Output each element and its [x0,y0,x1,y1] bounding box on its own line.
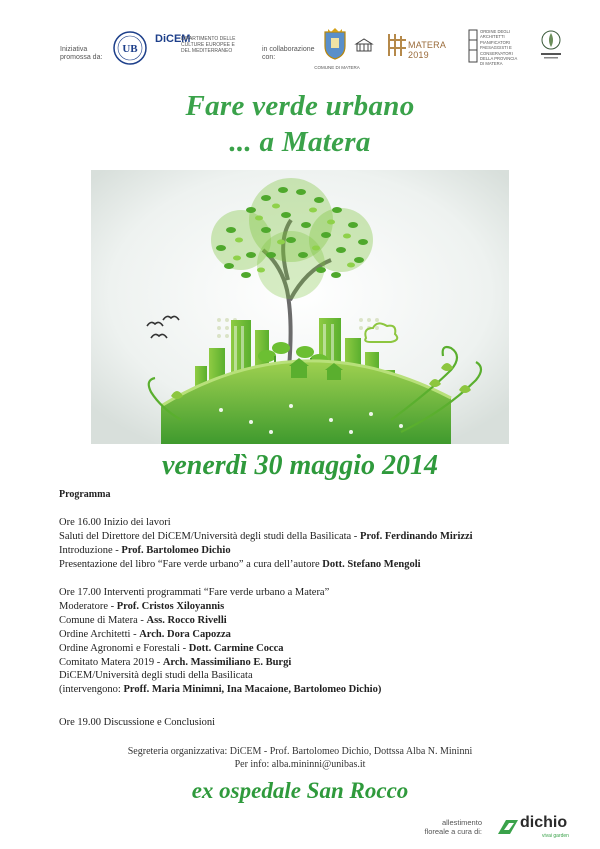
dichio-logo [496,814,576,842]
unibas-logo-text: UB [122,43,138,55]
program-line [59,516,473,530]
secretariat [0,745,600,771]
program-line [59,628,381,642]
program-line-text: Comitato Matera 2019 - [59,656,163,668]
program-line-text: Saluti del Direttore del DiCEM/Università degli studi della Basilicata - [59,530,360,542]
program-line-text: Moderatore - [59,600,117,612]
program-line [59,558,473,572]
dicem-small-text: DIPARTIMENTO DELLE CULTURE EUROPEE E DEL MEDITERRANEO [181,36,236,54]
dicem-logo [155,34,243,64]
ordine-agronomi-logo [536,28,566,62]
matera-2019-text: MATERA 2019 [408,40,446,60]
program-line-name: Proff. Maria Minimni, Ina Macaione, Bartolomeo Dichio) [123,684,382,696]
program-line-text: Ordine Architetti - [59,628,140,640]
program-block-2 [59,586,381,697]
program-line-name: Prof. Ferdinando Mirizzi [359,530,473,542]
program-heading: Programma [59,489,111,500]
program-line [59,656,381,670]
title-line-2: ... a Matera [229,126,371,158]
program-line-text: Ore 16.00 Inizio dei lavori [59,517,171,528]
program-line-name: Dott. Stefano Mengoli [322,558,421,570]
dichio-logo-text: dichio [520,814,568,831]
program-line [59,530,473,544]
program-line-name: Ass. Rocco Rivelli [146,614,227,626]
program-block-3 [59,716,215,730]
comune-matera-crest [322,28,348,60]
program-line [59,614,381,628]
program-line [59,600,381,614]
program-line-name: Prof. Bartolomeo Dichio [121,544,231,556]
secretariat-email[interactable]: Per info: alba.mininni@unibas.it [234,759,366,770]
program-line-name: Arch. Dora Capozza [139,628,231,640]
title-line-1: Fare verde urbano [185,90,415,122]
program-line-text: Introduzione - [59,544,122,556]
program-line-text: Comune di Matera - [59,614,147,626]
program-line-text: Ordine Agronomi e Forestali - [59,642,189,654]
program-line-name: Arch. Massimiliano E. Burgi [162,656,292,668]
unesco-icon [354,38,374,54]
program-line [59,669,381,683]
venue-name: ex ospedale San Rocco [191,778,409,803]
dicem-logo-text: DiCEM [155,33,191,45]
event-date: venerdì 30 maggio 2014 [161,450,439,481]
program-line-name: Prof. Cristos Xiloyannis [116,600,225,612]
program-line [59,716,215,730]
eco-city-illustration [91,170,509,444]
collab-label: in collaborazione con: [262,46,315,61]
program-line-text: (intervengono: [59,684,124,696]
dichio-logo-sub: vivai garden [542,833,569,839]
program-line-name: Dott. Carmine Cocca [188,642,284,654]
program-line [59,586,381,600]
program-line-text: Ore 19.00 Discussione e Conclusioni [59,717,216,728]
program-line-text: DiCEM/Università degli studi della Basilicata [59,670,253,682]
initiative-label: Iniziativa promossa da: [60,46,103,61]
matera-2019-logo [386,32,458,62]
program-line-text: Ore 17.00 Interventi programmati “Fare verde urbano a Matera” [59,587,330,598]
unibas-logo [112,30,148,66]
secretariat-line-1: Segreteria organizzativa: DiCEM - Prof. Bartolomeo Dichio, Dottssa Alba N. Mininni [127,746,473,757]
program-block-1 [59,516,473,572]
program-line [59,683,381,697]
program-line [59,544,473,558]
program-line-text: Presentazione del libro “Fare verde urbano” a cura dell’autore [59,558,323,570]
allestimento-label: allestimento floreale a cura di: [424,818,482,836]
ordine-text: ORDINE DEGLI ARCHITETTI PIANIFICATORI PAESAGGISTI E CONSERVATORI DELLA PROVINCIA DI MATERA [480,29,518,67]
ordine-architetti-logo [468,28,520,67]
comune-label: COMUNE DI MATERA [314,65,360,70]
program-line [59,642,381,656]
